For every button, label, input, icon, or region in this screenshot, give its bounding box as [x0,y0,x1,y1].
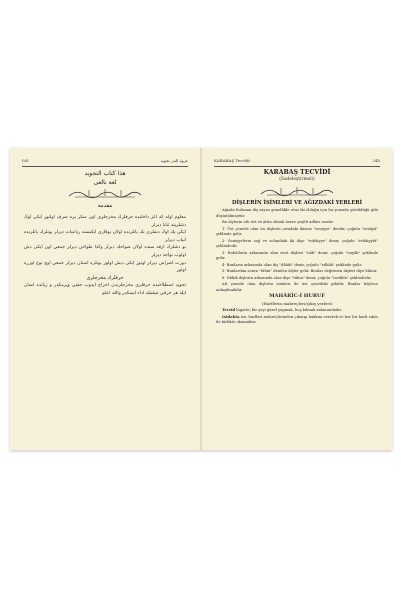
left-page-number: ٢٤٥ [22,158,29,163]
right-section2-title: MAHÂRİC-İ HURUF [269,293,325,299]
right-paragraph: 4- Bunların arkasında olan diş "dâhik" denir, çoğulu "edhâk" şeklinde gelir. [222,262,362,267]
left-running-title: غزوة البدر تجويد [160,158,188,163]
right-paragraph: Bu dişlerin altı üst ve altta olmak üzere çeşitli adları vardır: [222,220,334,224]
right-running-title: KARABAŞ Tecvîdi [214,158,250,163]
tecvid-term: Tecvîd [222,308,236,312]
right-paragraph: 5- Bunlardan sonra "tâhin" denilen dişler gelir. Bunlar değirmen dişleri diye bilinir. [222,269,378,273]
right-paragraph: 1- Üst çenede olan ön dişlerin ortadaki ikisine "seniyye" denilir, çoğulu "senâyâ" şeklinde gelir. [216,226,378,236]
left-page-body [24,214,186,298]
right-paragraph: Ağızda bulunan diş sayısı genellikle otuz iki olduğu için bu şemada görüldüğü gibi düşünülmüştür. [216,208,378,218]
right-page-title: KARABAŞ TECVİDİ [263,169,331,176]
left-page-subtitle: لغة بالغی [93,179,117,186]
istilah-term: Istılahta [222,314,240,319]
istilah-definition [216,315,378,326]
left-section-heading: مقدمه [97,203,113,209]
left-page-title: هذا كتاب التجويد [84,170,126,177]
left-page-header [22,158,188,167]
right-paragraph: 6- Dâhik dişlerin arkasında olan dişe "tâhin" denir, çoğulu "tavâhîn" şeklindedir. [222,275,372,280]
tecvid-definition [216,308,378,314]
right-page-number: 245 [372,158,380,163]
right-paragraph: 2- Seniyyelerin sağ ve solundaki iki dişe "rubâiyye" denir, çoğulu "rebâiyyât" şeklindedir. [216,238,378,248]
right-page-body [216,208,378,327]
right-section-title: DİŞLERİN İSİMLERİ VE AĞIZDAKİ YERLERİ [231,200,363,206]
right-page-subtitle: (Sadeleştirmeli) [279,177,315,182]
right-paragraph: 3- Rubâilerin arkasında olan sivri dişlere "nâb" denir, çoğulu "enyâb" şeklinde gelir. [216,250,378,260]
left-subsection-heading: حرفلرك مخرجلرى [86,275,124,281]
left-paragraph: معلوم اوله كه اغز داخلنده حرفلرك مخرجلرى اون سكز يره صرف اولنور ايكى اوڭ دشلرينه ثنايا ديرلر [24,215,186,228]
left-paragraph: بو دشلرك ارقه سنده اولان ضواحك ديرلر وكذا طواحن ديرلر جمعي اون ايكى دش اولوب نواجذ ديرلر [24,245,186,258]
open-book [10,148,392,450]
right-section2-subtitle: (Harflerin mahreçleri/çıkış yerleri) [261,300,333,306]
basmala-calligraphy-icon [65,186,145,200]
tecvid-definition-text: lügatte; bir şeyi güzel yapmak, hoş kılmak anlamındadır. [235,308,342,312]
left-closing-paragraph: تجويد اصطلاحنده حرفلرى مخرجلرندن اخراج ايدوب حقنى ويرمكدر و زبانده لسان ايله هر حرفى صفتيله اداء ايتمكدر والله اعلم [24,283,186,296]
right-page-turkish [202,148,392,450]
left-paragraph: ايكى پك اوڭ دشلرى نك يانلرنده اولان يوقارى ايكيسنه رباعيات ديرلر بونلرك يانلرنده انياب ديرلر [24,230,186,243]
right-paragraph: Alt çenede olan dişlerin isimleri de üst çenedeki gibidir. Bunlar böylece anlaşılmalıdır. [216,282,378,292]
istilah-definition-text: ise; harfleri mahreçlerinden çıkarıp hakkını vererek ve her bir harfi sıfatı ile birlikte okumaktır. [216,314,378,324]
right-page-header [214,158,380,167]
left-paragraph: دورت اضراس ديرلر اوتوز ايكى ديش اولور بونلره اسنان ديرلر جمعي اوچ نوع اوزره اولور [24,260,186,274]
left-page-ottoman [10,148,200,450]
basmala-calligraphy-icon [257,184,337,198]
